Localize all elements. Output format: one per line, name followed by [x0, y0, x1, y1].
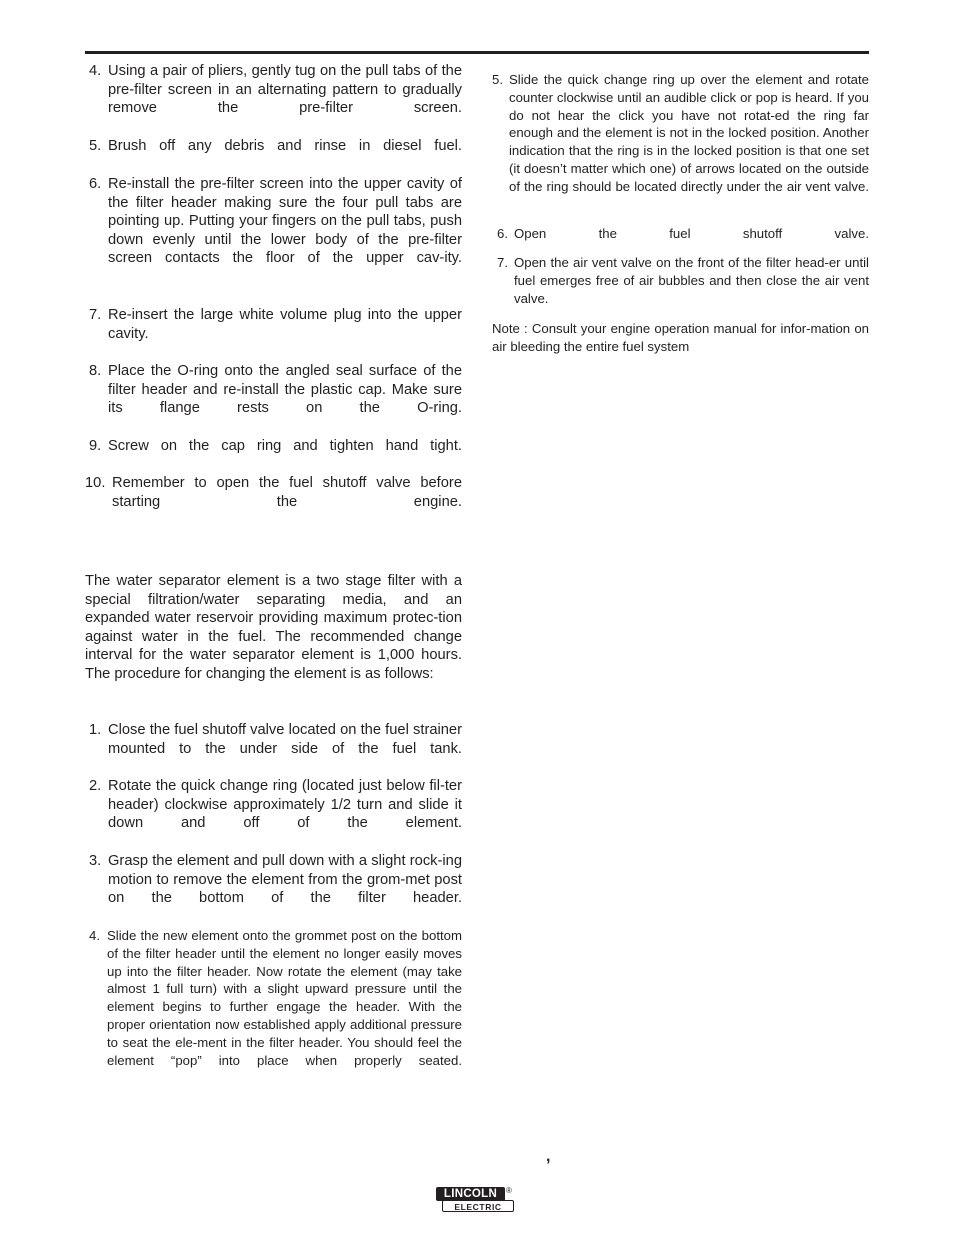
item-number: 1.: [89, 722, 102, 738]
item-text: Screw on the cap ring and tighten hand tight.: [108, 438, 462, 454]
stray-mark: ,: [546, 1148, 551, 1165]
item-text: Rotate the quick change ring (located just below fil-ter header) clockwise approximately 1/2 turn and slide it down and off of the element.: [108, 778, 462, 832]
item-text: Close the fuel shutoff valve located on the fuel strainer mounted to the under side of the fuel tank.: [108, 722, 462, 757]
item-number: 6.: [497, 226, 508, 241]
item-number: 10.: [85, 475, 106, 491]
item-number: 3.: [89, 853, 102, 869]
list-item: [492, 71, 869, 213]
list-item: [89, 362, 462, 436]
list-item: [89, 62, 462, 136]
list-item: [89, 721, 462, 777]
list-item: [89, 852, 462, 926]
logo-top-text: LINCOLN: [436, 1187, 505, 1201]
list-item: [89, 175, 462, 287]
item-text: Using a pair of pliers, gently tug on the pull tabs of the pre-filter screen in an alternating pattern to gradually remove the pre-filter screen.: [108, 63, 462, 117]
item-number: 4.: [89, 928, 100, 943]
list-item: [89, 306, 462, 362]
item-text: Slide the quick change ring up over the element and rotate counter clockwise until an audible click or pop is heard. If you do not hear the click you have not rotat-ed the ring far enough and the element is not in the locked position. Another indication that the ring is in the locked position is that one set (it doesn’t matter which one) of arrows located on the outside of the ring should be located directly under the air vent valve.: [509, 72, 869, 194]
item-text: Re-install the pre-filter screen into the upper cavity of the filter header making sure the four pull tabs are pointing up. Putting your fingers on the pull tabs, push down evenly until the lower body of the pre-filter screen contacts the floor of the upper cav-ity.: [108, 176, 462, 267]
item-text: Grasp the element and pull down with a slight rock-ing motion to remove the element from the grom-met post on the bottom of the filter header.: [108, 853, 462, 907]
item-number: 5.: [492, 72, 503, 87]
item-number: 7.: [497, 255, 508, 270]
item-number: 5.: [89, 138, 102, 154]
list-item: [497, 254, 869, 325]
item-number: 8.: [89, 363, 102, 379]
item-number: 9.: [89, 438, 102, 454]
item-text: Remember to open the fuel shutoff valve before starting the engine.: [112, 475, 462, 510]
list-item: [89, 437, 462, 474]
item-text: Open the air vent valve on the front of the filter head-er until fuel emerges free of air bubbles and then close the air vent valve.: [514, 255, 869, 306]
item-number: 6.: [89, 176, 102, 192]
item-number: 4.: [89, 63, 102, 79]
item-text: Place the O-ring onto the angled seal surface of the filter header and re-install the plastic cap. Make sure its flange rests on the O-ring.: [108, 363, 462, 417]
item-text: Slide the new element onto the grommet post on the bottom of the filter header until the element no longer easily moves up into the filter header. Now rotate the element (may take almost 1 full turn) with a slight upward pressure until the element begins to further engage the header. With the proper orientation now established apply additional pressure to seat the ele-ment in the filter header. You should feel the element “pop” into place when properly seated.: [107, 928, 462, 1068]
logo-bottom-text: ELECTRIC: [442, 1200, 514, 1212]
item-text: Open the fuel shutoff valve.: [514, 226, 869, 241]
item-number: 2.: [89, 778, 102, 794]
list-item: [85, 474, 462, 530]
intro-paragraph: The water separator element is a two stage filter with a special filtration/water separating media, and an expanded water reservoir providing maximum protec-tion against water in the fuel. The recommended change interval for the water separator element is 1,000 hours. The procedure for changing the element is as follows:: [85, 573, 462, 682]
item-text: Re-insert the large white volume plug into the upper cavity.: [108, 307, 462, 342]
item-text: Brush off any debris and rinse in diesel fuel.: [108, 138, 462, 154]
top-rule: [85, 51, 869, 54]
item-number: 7.: [89, 307, 102, 323]
lincoln-electric-logo: [436, 1187, 516, 1215]
registered-mark: ®: [506, 1186, 512, 1195]
list-item: [89, 927, 462, 1087]
list-item: [89, 777, 462, 851]
note-text: Note : Consult your engine operation manual for infor-mation on air bleeding the entire fuel system: [492, 321, 869, 354]
list-item: [89, 137, 462, 174]
